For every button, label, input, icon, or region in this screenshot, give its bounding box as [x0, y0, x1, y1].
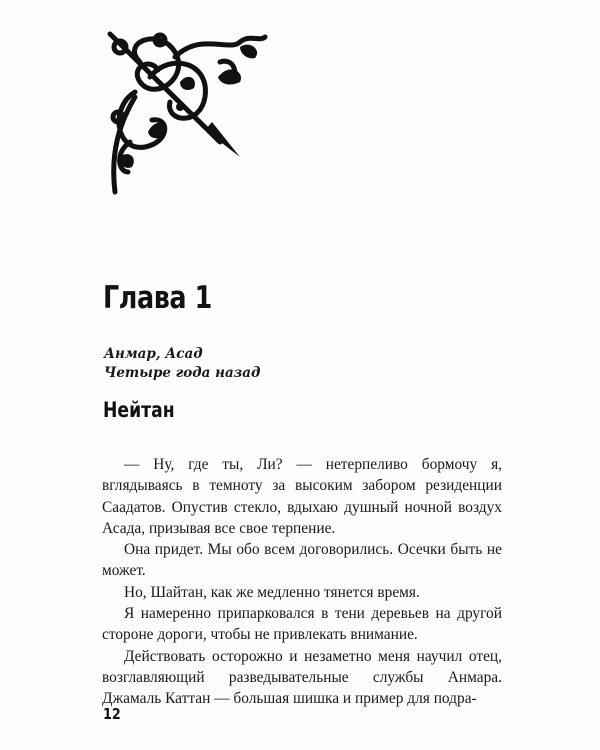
chapter-title: Глава 1 — [103, 280, 212, 316]
paragraph: Но, Шайтан, как же медленно тянется время. — [124, 583, 420, 601]
chapter-location: Анмар, Асад — [104, 346, 203, 362]
narrator-heading: Нейтан — [103, 398, 175, 422]
page-number: 12 — [103, 705, 121, 723]
paragraph: Я намеренно припарковался в тени деревьев на другой стороне дороги, чтобы не привлекать внимание. — [102, 605, 502, 644]
floral-corner-ornament-icon — [100, 22, 275, 197]
paragraph: Действовать осторожно и незаметно меня научил отец, возглавляющий разведывательные службы Анмара. Джамаль Каттан — большая шишка и пример для подра- — [102, 647, 502, 708]
paragraph: Она придет. Мы обо всем договорились. Осечки быть не может. — [102, 541, 502, 580]
chapter-time: Четыре года назад — [104, 365, 261, 381]
body-text — [102, 454, 502, 710]
chapter-epigraph — [104, 345, 260, 383]
paragraph: — Ну, где ты, Ли? — нетерпеливо бормочу я, вглядываясь в темноту за высоким забором резиденции Саадатов. Опустив стекло, вдыхаю душный ночной воздух Асада, призывая все свое терпение. — [102, 456, 502, 537]
